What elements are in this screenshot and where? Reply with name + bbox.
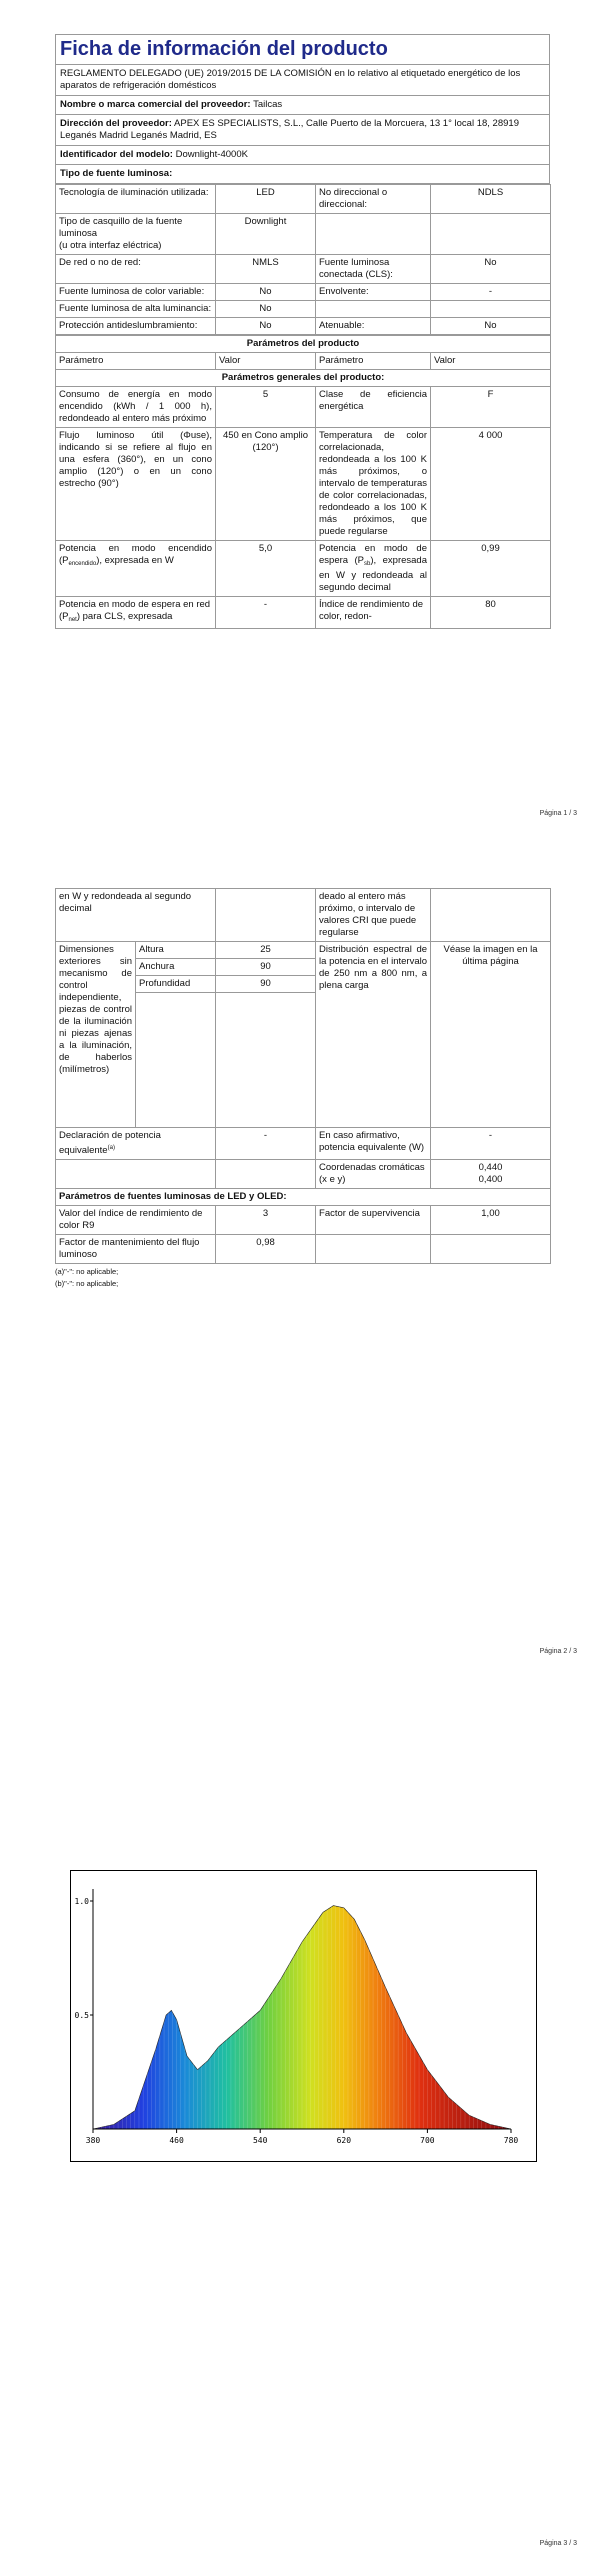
- type-table: [55, 184, 551, 335]
- y-tick-label: 1.0: [74, 1897, 89, 1906]
- footnote-a: (a)"-": no aplicable;: [55, 1267, 119, 1276]
- param-label: [316, 301, 431, 318]
- table-row: [56, 1235, 551, 1264]
- document-page-1: [55, 34, 550, 629]
- param-label: Potencia en modo encendido $(P_{encendido})$, expresada en W: [56, 541, 216, 597]
- param-label: Atenuable:: [316, 318, 431, 335]
- table-row: [56, 214, 551, 255]
- param-value: NMLS: [216, 255, 316, 284]
- param-value: No: [431, 318, 551, 335]
- param-value: F: [431, 387, 551, 428]
- table-row: [56, 284, 551, 301]
- x-tick-label: 460: [169, 2136, 184, 2145]
- param-value: No: [216, 318, 316, 335]
- param-value: [431, 214, 551, 255]
- table-row: [56, 1160, 551, 1189]
- param-label: Valor del índice de rendimiento de color R9: [56, 1206, 216, 1235]
- param-label: en W y redondeada al segundo decimal: [56, 889, 216, 942]
- param-value: 3: [216, 1206, 316, 1235]
- param-label: Índice de rendimiento de color, redon-: [316, 597, 431, 629]
- param-value: Downlight: [216, 214, 316, 255]
- params-table: [55, 335, 551, 629]
- param-value: 450 en Cono amplio (120°): [216, 428, 316, 541]
- model-value: Downlight-4000K: [175, 149, 248, 160]
- model-label: Identificador del modelo:: [60, 149, 173, 160]
- param-value: 0,98: [216, 1235, 316, 1264]
- param-value: No: [216, 284, 316, 301]
- y-tick-label: 0.5: [74, 2011, 89, 2020]
- param-label: Consumo de energía en modo encendido (kWh / 1 000 h), redondeado al entero más próximo: [56, 387, 216, 428]
- param-value: -: [216, 597, 316, 629]
- param-value: 1,00: [431, 1206, 551, 1235]
- param-value: LED: [216, 185, 316, 214]
- param-label: Fuente luminosa de color variable:: [56, 284, 216, 301]
- page-number: Página 2 / 3: [539, 1648, 577, 1655]
- param-label: En caso afirmativo, potencia equivalente (W): [316, 1128, 431, 1160]
- col-header-param-1: Parámetro: [56, 353, 216, 370]
- param-value: No: [431, 255, 551, 284]
- document-page-2: [55, 888, 550, 1288]
- param-label: Tipo de casquillo de la fuente luminosa (u otra interfaz eléctrica): [56, 214, 216, 255]
- x-tick-label: 540: [252, 2136, 268, 2145]
- table-row: [56, 185, 551, 214]
- param-label: Coordenadas cromáticas (x e y): [316, 1160, 431, 1189]
- param-label: Declaración de potencia equivalente$^{(a)}$: [56, 1128, 216, 1160]
- col-header-value-2: Valor: [431, 353, 551, 370]
- dimensions-label: Dimensiones exteriores sin mecanismo de control independiente, piezas de control de la iluminación ni piezas ajenas a la iluminación, de haberlos (milímetros): [56, 942, 136, 1128]
- table-row: [56, 428, 551, 541]
- document-title: Ficha de información del producto: [55, 34, 550, 64]
- param-value: -: [431, 1128, 551, 1160]
- table-row: [56, 318, 551, 335]
- table-row: [56, 387, 551, 428]
- col-header-param-2: Parámetro: [316, 353, 431, 370]
- supplier-name-row: [55, 96, 550, 115]
- spectral-chart-svg: [71, 1871, 536, 2161]
- general-params-header: Parámetros generales del producto:: [56, 370, 551, 387]
- param-value: 5,0: [216, 541, 316, 597]
- dimension-name: Anchura: [136, 959, 216, 976]
- param-label: De red o no de red:: [56, 255, 216, 284]
- supplier-address-row: [55, 115, 550, 146]
- param-label: Envolvente:: [316, 284, 431, 301]
- param-label: Potencia en modo de espera en red $(P_{net})$ para CLS, expresada: [56, 597, 216, 629]
- dimension-value: 25: [216, 942, 316, 959]
- product-params-header: Parámetros del producto: [56, 336, 551, 353]
- page-2: [0, 888, 603, 1688]
- param-value: 80: [431, 597, 551, 629]
- table-row: [56, 942, 551, 959]
- spectral-chart: [70, 1870, 537, 2162]
- footnote-b: (b)"-": no aplicable;: [55, 1279, 119, 1288]
- param-label: Factor de mantenimiento del flujo luminoso: [56, 1235, 216, 1264]
- model-row: [55, 146, 550, 165]
- param-label: Fuente luminosa de alta luminancia:: [56, 301, 216, 318]
- param-label: Protección antideslumbramiento:: [56, 318, 216, 335]
- light-source-type-row: [55, 165, 550, 184]
- table-row: [56, 541, 551, 597]
- param-label: Potencia en modo de espera $(P_{sb})$, expresada en W y redondeada al segundo decimal: [316, 541, 431, 597]
- param-value: 0,99: [431, 541, 551, 597]
- supplier-address-label: Dirección del proveedor:: [60, 118, 172, 129]
- param-label: [316, 214, 431, 255]
- param-label: Temperatura de color correlacionada, redondeada a los 100 K más próximos, o intervalo de temperaturas de color correlacionadas, redondeado a los 100 K más próximos, que puede regularse: [316, 428, 431, 541]
- light-source-type-label: Tipo de fuente luminosa:: [60, 168, 173, 179]
- param-label: Fuente luminosa conectada (CLS):: [316, 255, 431, 284]
- col-header-value-1: Valor: [216, 353, 316, 370]
- x-tick-label: 380: [85, 2136, 101, 2145]
- page-number: Página 1 / 3: [539, 810, 577, 817]
- param-label: deado al entero más próximo, o intervalo de valores CRI que puede regularse: [316, 889, 431, 942]
- dimension-value: 90: [216, 976, 316, 993]
- param-value: 4 000: [431, 428, 551, 541]
- table-row: [56, 255, 551, 284]
- param-value: 0,440 0,400: [431, 1160, 551, 1189]
- page-number: Página 3 / 3: [539, 2540, 577, 2547]
- x-tick-label: 700: [420, 2136, 435, 2145]
- page-3: [0, 1800, 603, 2560]
- table-row: [56, 1206, 551, 1235]
- param-label: Flujo luminoso útil (Φuse), indicando si se refiere al flujo en una esfera (360°), en un cono amplio (120°) o en un cono estrecho (90°): [56, 428, 216, 541]
- x-tick-label: 620: [336, 2136, 352, 2145]
- supplier-address-value: APEX ES SPECIALISTS, S.L., Calle Puerto de la Morcuera, 13 1° local 18, 28919 Leganés Madrid Leganés Madrid, ES: [60, 118, 519, 141]
- param-label: No direccional o direccional:: [316, 185, 431, 214]
- dimension-name: Profundidad: [136, 976, 216, 993]
- param-label: Factor de supervivencia: [316, 1206, 431, 1235]
- table-row: [56, 301, 551, 318]
- dimension-name: Altura: [136, 942, 216, 959]
- supplier-name-label: Nombre o marca comercial del proveedor:: [60, 99, 251, 110]
- params-table-continued: [55, 888, 551, 1264]
- param-value: 5: [216, 387, 316, 428]
- x-tick-label: 780: [503, 2136, 519, 2145]
- param-value: -: [431, 284, 551, 301]
- param-label: Clase de eficiencia energética: [316, 387, 431, 428]
- dimension-value: 90: [216, 959, 316, 976]
- table-row: [56, 597, 551, 629]
- param-value: No: [216, 301, 316, 318]
- page-1: [0, 0, 603, 820]
- spectral-value: Véase la imagen en la última página: [431, 942, 551, 1128]
- param-value: [431, 301, 551, 318]
- regulation-text: REGLAMENTO DELEGADO (UE) 2019/2015 DE LA COMISIÓN en lo relativo al etiquetado energético de los aparatos de refrigeración domésticos: [55, 64, 550, 96]
- param-value: NDLS: [431, 185, 551, 214]
- spectral-label: Distribución espectral de la potencia en el intervalo de 250 nm a 800 nm, a plena carga: [316, 942, 431, 1128]
- param-value: -: [216, 1128, 316, 1160]
- led-params-header: Parámetros de fuentes luminosas de LED y OLED:: [56, 1189, 551, 1206]
- supplier-name-value: Tailcas: [253, 99, 283, 110]
- table-row: [56, 1128, 551, 1160]
- table-row: [56, 889, 551, 942]
- param-label: Tecnología de iluminación utilizada:: [56, 185, 216, 214]
